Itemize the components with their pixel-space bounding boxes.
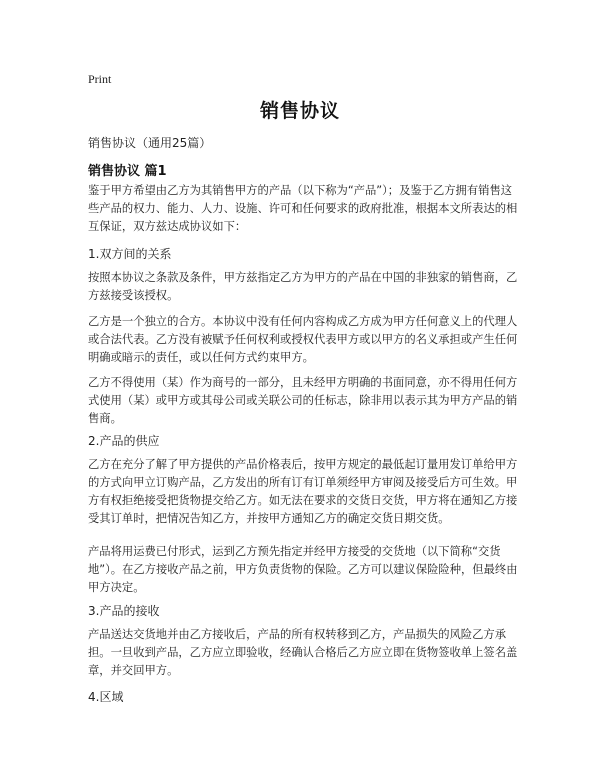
paragraph-appointment: 按照本协议之条款及条件，甲方兹指定乙方为甲方的产品在中国的非独家的销售商，乙方兹接受该授权。 (88, 271, 518, 302)
clause-heading-acceptance: 3.产品的接收 (88, 604, 160, 618)
document-subtitle: 销售协议（通用25篇） (88, 136, 212, 150)
clause-heading-territory: 4.区域 (88, 690, 124, 704)
paragraph-preamble: 鉴于甲方希望由乙方为其销售甲方的产品（以下称为“产品”）；及鉴于乙方拥有销售这些产品的权力、能力、人力、设施、许可和任何要求的政府批准，根据本文所表达的相互保证，双方兹达成协议如下： (88, 184, 518, 233)
print-label: Print (88, 72, 112, 86)
paragraph-orders: 乙方在充分了解了甲方提供的产品价格表后，按甲方规定的最低起订量用发订单给甲方的方式向甲立订购产品，乙方发出的所有订有订单须经甲方审阅及接受后方可生效。甲方有权拒绝接受把货物提交给乙方。如无法在要求的交货日交货，甲方将在通知乙方接受其订单时，把情况告知乙方，并按甲方通知乙方的确定交货日期交货。 (88, 458, 518, 525)
paragraph-trade-name: 乙方不得使用（某）作为商号的一部分，且未经甲方明确的书面同意，亦不得用任何方式使用（某）或甲方或其母公司或关联公司的任标志，除非用以表示其为甲方产品的销售商。 (88, 376, 518, 425)
clause-heading-relationship: 1.双方间的关系 (88, 247, 172, 261)
paragraph-delivery: 产品将用运费已付形式，运到乙方预先指定并经甲方接受的交货地（以下简称“交货地”）。在乙方接收产品之前，甲方负责货物的保险。乙方可以建议保险险种，但最终由甲方决定。 (88, 545, 518, 594)
page-title: 销售协议 (259, 100, 340, 122)
section-heading: 销售协议 篇1 (88, 164, 167, 179)
paragraph-independent-party: 乙方是一个独立的合方。本协议中没有任何内容构成乙方成为甲方任何意义上的代理人或合法代表。乙方没有被赋予任何权利或授权代表甲方或以甲方的名义承担或产生任何明确或暗示的责任，或以任何方式约束甲方。 (88, 315, 518, 364)
paragraph-acceptance: 产品送达交货地并由乙方接收后，产品的所有权转移到乙方，产品损失的风险乙方承担。一旦收到产品，乙方应立即验收，经确认合格后乙方应立即在货物签收单上签名盖章，并交回甲方。 (88, 628, 518, 677)
clause-heading-supply: 2.产品的供应 (88, 434, 160, 448)
